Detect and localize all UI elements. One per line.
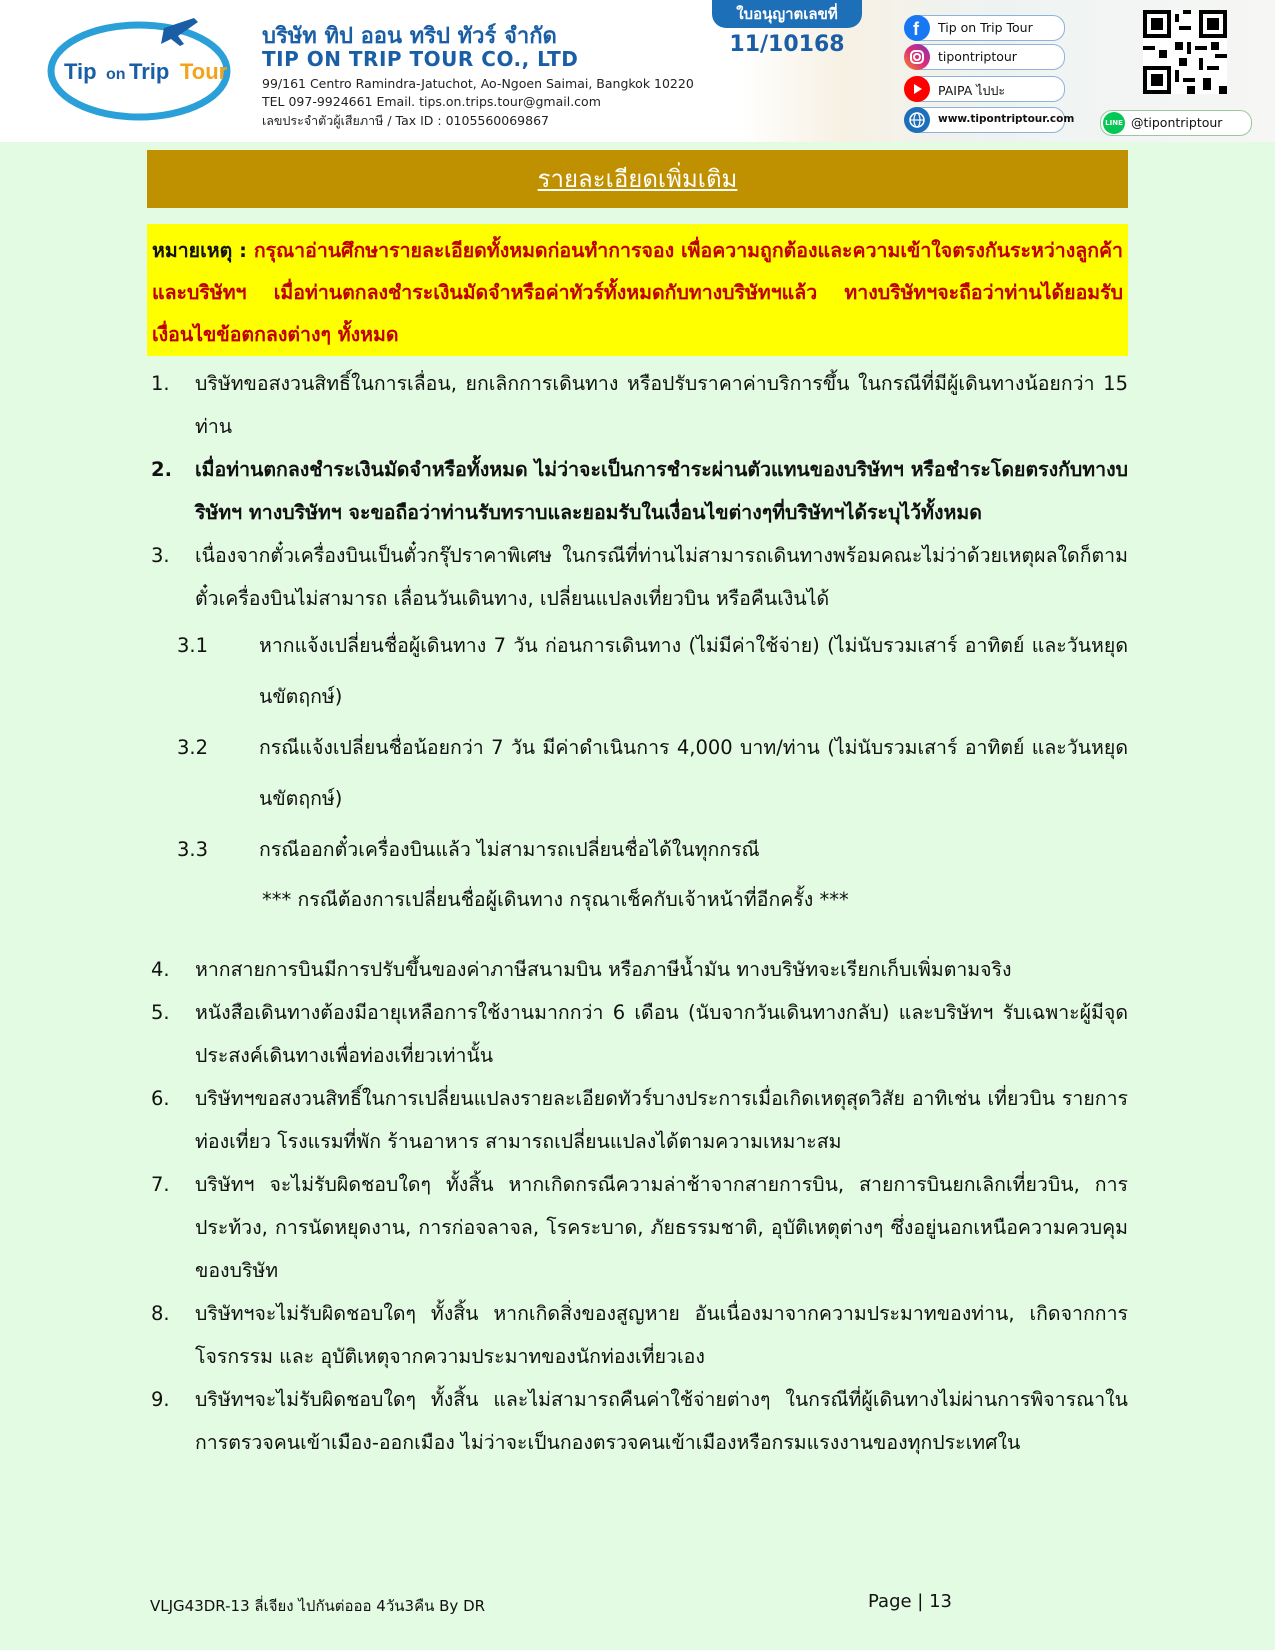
list-item [147, 362, 1128, 448]
list-item [147, 991, 1128, 1077]
sub-item-text: กรณีออกตั๋วเครื่องบินแล้ว ไม่สามารถเปลี่ยนชื่อได้ในทุกกรณี [259, 838, 760, 861]
company-contact: TEL 097-9924661 Email. tips.on.trips.tour@gmail.com [262, 94, 601, 109]
sub-item [177, 824, 1128, 875]
letterhead [0, 0, 1275, 142]
sub-item-text: หากแจ้งเปลี่ยนชื่อผู้เดินทาง 7 วัน ก่อนการเดินทาง (ไม่มีค่าใช้จ่าย) (ไม่นับรวมเสาร์ อาทิตย์ และวันหยุดนขัตฤกษ์) [259, 634, 1128, 708]
youtube-icon [904, 76, 930, 102]
svg-text:Tip: Tip [64, 59, 97, 84]
section-title-bar [147, 150, 1128, 208]
license-label: ใบอนุญาตเลขที่ [712, 0, 862, 28]
list-item [147, 1292, 1128, 1378]
item-number: 9. [151, 1388, 170, 1411]
company-address: 99/161 Centro Ramindra-Jatuchot, Ao-Ngoen Saimai, Bangkok 10220 [262, 76, 694, 91]
globe-icon [904, 107, 930, 133]
note-text: กรุณาอ่านศึกษารายละเอียดทั้งหมดก่อนทำการจอง เพื่อความถูกต้องและความเข้าใจตรงกันระหว่างลูกค้าและบริษัทฯ เมื่อท่านตกลงชำระเงินมัดจำหรือค่าทัวร์ทั้งหมดกับทางบริษัทฯแล้ว ทางบริษัทฯจะถือว่าท่านได้ยอมรับเงื่อนไขข้อตกลงต่างๆ ทั้งหมด [152, 239, 1123, 346]
item-text: บริษัทฯขอสงวนสิทธิ์ในการเปลี่ยนแปลงรายละเอียดทัวร์บางประการเมื่อเกิดเหตุสุดวิสัย อาทิเช่น เที่ยวบิน รายการท่องเที่ยว โรงแรมที่พัก ร้านอาหาร สามารถเปลี่ยนแปลงได้ตามความเหมาะสม [195, 1087, 1128, 1153]
line-label: @tipontriptour [1131, 115, 1223, 130]
license-box [712, 0, 862, 72]
note-box [147, 224, 1128, 356]
company-tax-id: เลขประจำตัวผู้เสียภาษี / Tax ID : 0105560069867 [262, 113, 549, 128]
company-logo [44, 14, 234, 124]
social-youtube[interactable] [905, 76, 1065, 102]
list-item [147, 1163, 1128, 1292]
instagram-icon [904, 44, 930, 70]
svg-text:f: f [913, 19, 919, 39]
item-number: 3. [151, 544, 170, 567]
sub-item-text: กรณีแจ้งเปลี่ยนชื่อน้อยกว่า 7 วัน มีค่าดำเนินการ 4,000 บาท/ท่าน (ไม่นับรวมเสาร์ อาทิตย์ และวันหยุดนขัตฤกษ์) [259, 736, 1128, 810]
company-name-thai: บริษัท ทิป ออน ทริป ทัวร์ จำกัด [262, 24, 557, 49]
section-title: รายละเอียดเพิ่มเติม [537, 165, 738, 193]
item-text: เนื่องจากตั๋วเครื่องบินเป็นตั๋วกรุ๊ปราคาพิเศษ ในกรณีที่ท่านไม่สามารถเดินทางพร้อมคณะไม่ว่าด้วยเหตุผลใดก็ตาม ตั๋วเครื่องบินไม่สามารถ เลื่อนวันเดินทาง, เปลี่ยนแปลงเที่ยวบิน หรือคืนเงินได้ [195, 544, 1128, 610]
item-number: 7. [151, 1173, 170, 1196]
item-text: เมื่อท่านตกลงชำระเงินมัดจำหรือทั้งหมด ไม่ว่าจะเป็นการชำระผ่านตัวแทนของบริษัทฯ หรือชำระโดยตรงกับทางบริษัทฯ ทางบริษัทฯ จะขอถือว่าท่านรับทราบและยอมรับในเงื่อนไขต่างๆที่บริษัทฯได้ระบุไว้ทั้งหมด [195, 458, 1128, 524]
list-item [147, 448, 1128, 534]
item-text: บริษัทฯจะไม่รับผิดชอบใดๆ ทั้งสิ้น หากเกิดสิ่งของสูญหาย อันเนื่องมาจากความประมาทของท่าน, เกิดจากการโจรกรรม และ อุบัติเหตุจากความประมาทของนักท่องเที่ยวเอง [195, 1302, 1128, 1368]
qr-code-icon [1143, 10, 1227, 94]
sub-item [177, 722, 1128, 824]
sub-note: *** กรณีต้องการเปลี่ยนชื่อผู้เดินทาง กรุณาเช็คกับเจ้าหน้าที่อีกครั้ง *** [262, 888, 849, 911]
list-item [147, 534, 1128, 620]
facebook-label: Tip on Trip Tour [938, 20, 1033, 35]
company-name-english: TIP ON TRIP TOUR CO., LTD [262, 47, 579, 71]
instagram-label: tipontriptour [938, 49, 1017, 64]
footer-tour-code: VLJG43DR-13 ลี่เจียง ไปกันต่อออ 4วัน3คืน By DR [150, 1597, 486, 1615]
youtube-label: PAIPA ไปปะ [938, 83, 1006, 98]
svg-text:on: on [106, 66, 126, 83]
line-icon: LINE [1103, 112, 1125, 134]
item-number: 8. [151, 1302, 170, 1325]
item-number: 4. [151, 958, 170, 981]
sub-item-number: 3.3 [177, 838, 209, 861]
sub-item [177, 620, 1128, 722]
svg-text:Trip: Trip [129, 59, 170, 84]
sub-item-number: 3.2 [177, 736, 209, 759]
social-line[interactable] [1100, 110, 1252, 136]
social-facebook[interactable] [905, 15, 1065, 41]
website-label: www.tipontriptour.com [938, 113, 1075, 125]
item-text: บริษัทฯ จะไม่รับผิดชอบใดๆ ทั้งสิ้น หากเกิดกรณีความล่าช้าจากสายการบิน, สายการบินยกเลิกเที่ยวบิน, การประท้วง, การนัดหยุดงาน, การก่อจลาจล, โรคระบาด, ภัยธรรมชาติ, อุบัติเหตุต่างๆ ซึ่งอยู่นอกเหนือความควบคุมของบริษัท [195, 1173, 1128, 1282]
list-item [147, 1378, 1128, 1464]
footer-page-number: Page | 13 [868, 1591, 952, 1612]
item-text: บริษัทฯจะไม่รับผิดชอบใดๆ ทั้งสิ้น และไม่สามารถคืนค่าใช้จ่ายต่างๆ ในกรณีที่ผู้เดินทางไม่ผ่านการพิจารณาในการตรวจคนเข้าเมือง-ออกเมือง ไม่ว่าจะเป็นกองตรวจคนเข้าเมืองหรือกรมแรงงานของทุกประเทศใน [195, 1388, 1128, 1454]
list-item [147, 948, 1128, 991]
license-number: 11/10168 [729, 32, 845, 57]
spacer [147, 925, 1128, 948]
sub-item-number: 3.1 [177, 634, 209, 657]
list-item [147, 1077, 1128, 1163]
social-website[interactable] [905, 107, 1075, 133]
item-number: 2. [151, 458, 172, 481]
item-number: 1. [151, 372, 170, 395]
item-number: 5. [151, 1001, 170, 1024]
social-instagram[interactable] [905, 44, 1065, 70]
note-label: หมายเหตุ : [152, 239, 254, 262]
facebook-icon [904, 15, 930, 41]
item-number: 6. [151, 1087, 170, 1110]
terms-list [147, 362, 1128, 1464]
item-text: บริษัทขอสงวนสิทธิ์ในการเลื่อน, ยกเลิกการเดินทาง หรือปรับราคาค่าบริการขึ้น ในกรณีที่มีผู้เดินทางน้อยกว่า 15 ท่าน [195, 372, 1128, 438]
svg-text:Tour: Tour [180, 59, 228, 84]
item-text: หนังสือเดินทางต้องมีอายุเหลือการใช้งานมากกว่า 6 เดือน (นับจากวันเดินทางกลับ) และบริษัทฯ รับเฉพาะผู้มีจุดประสงค์เดินทางเพื่อท่องเที่ยวเท่านั้น [195, 1001, 1128, 1067]
item-text: หากสายการบินมีการปรับขึ้นของค่าภาษีสนามบิน หรือภาษีน้ำมัน ทางบริษัทจะเรียกเก็บเพิ่มตามจริง [195, 958, 1012, 981]
